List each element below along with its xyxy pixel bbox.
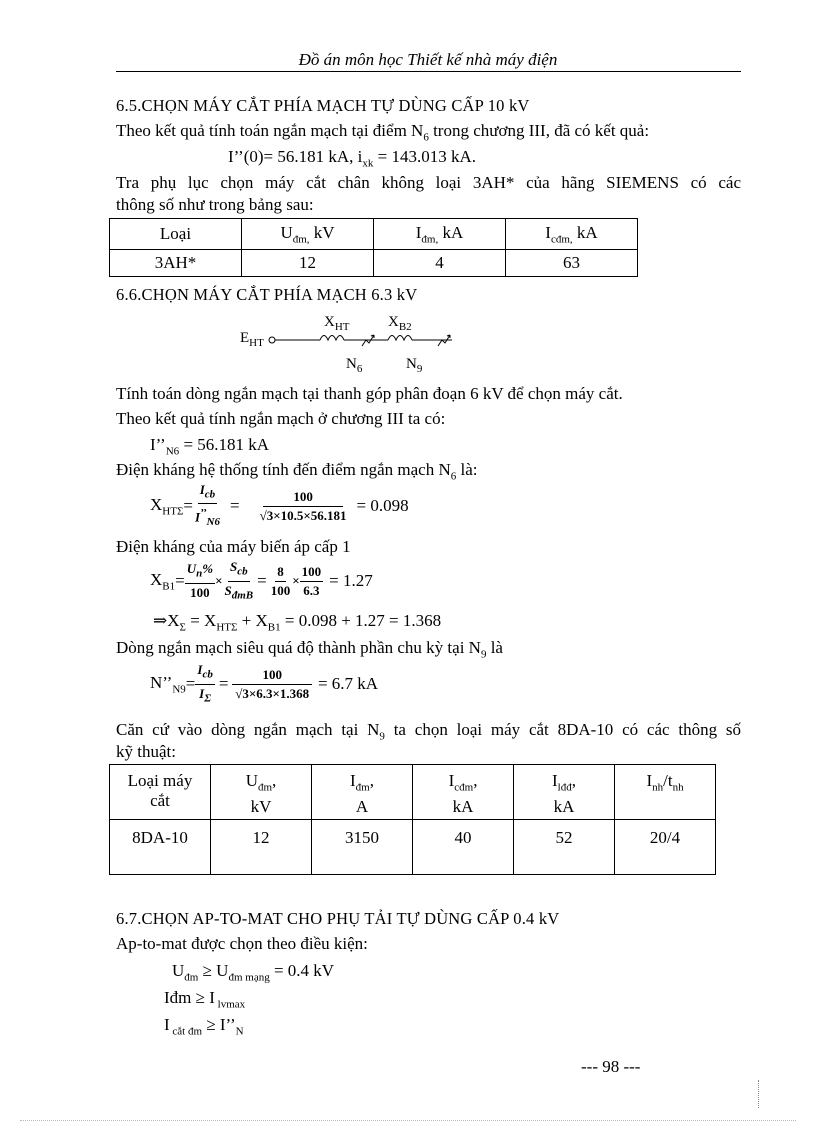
col-icdm: $I_{cđm,}$ kA [506,219,638,250]
col-idm: $I_{đm,}$ kA [374,219,506,250]
xht-label: $X_{HT}$ [324,314,350,333]
cell-type: 3AH* [110,250,242,277]
equation-xb1: $X_{B1}$ = $\frac{U_n\%}{100}$ × $\frac{S_{cb}}{S_{đmB}}$ = $\frac{8}{100}$ × $\frac{100}{6.3}$ = 1.27 [150,560,373,602]
s66-line4: Điện kháng hệ thống tính đến điểm ngắn mạch $N_6$ là: [116,460,478,483]
cell-icdm: 63 [506,250,638,277]
fraction-100-root: $\frac{100}{√3\times 10.5\times 56.181}$ [259,488,347,523]
cell-idm: 3150 [312,820,413,875]
s66-line8: kỹ thuật: [116,742,176,761]
section-6-5-heading: 6.5.CHỌN MÁY CẮT PHÍA MẠCH TỰ DÙNG CẤP 10 kV [116,96,530,115]
n9-label: $N_9$ [406,356,423,375]
running-header: Đồ án môn học Thiết kế nhà máy điện [298,50,558,69]
fraction-icb-in6: $\frac{I_{cb}}{I^{’’}_{N6}}$ [194,481,220,529]
breaker-8da10-table [109,764,716,875]
fraction-100-6-3: $\frac{100}{6.3}$ [301,563,322,598]
col-icdm: $I_{cđm}$, kA [413,765,514,820]
equation-n9: $N’’_{N9}$ = $\frac{I_{cb}}{I_\Sigma}$ = $\frac{100}{√3\times 6.3\times 1.368}$ = 6.7 kA [150,662,378,706]
s66-line7: Căn cứ vào dòng ngắn mạch tại $N_9$ ta chọn loại máy cắt 8DA-10 có các thông số [116,720,741,743]
s66-line1: Tính toán dòng ngắn mạch tại thanh góp phân đoạn 6 kV để chọn máy cắt. [116,384,623,403]
s65-line1: Theo kết quả tính toán ngắn mạch tại điểm $N_6$ trong chương III, đã có kết quả: [116,121,650,144]
circuit-diagram [238,312,478,378]
n6-label: $N_6$ [346,356,363,375]
right-margin-line [758,1080,759,1108]
cell-inh-tnh: 20/4 [615,820,716,875]
col-idm: $I_{đm}$, A [312,765,413,820]
equation-xht: $X_{HT\Sigma}$ = $\frac{I_{cb}}{I^{’’}_{N6}}$ = $\frac{100}{√3\times 10.5\times 56.181}$ = 0.098 [150,484,409,528]
col-inh-tnh: $I_{nh}/t_{nh}$ [615,765,716,820]
header-rule [116,71,741,72]
col-ildd: $I_{lđđ}$, kA [514,765,615,820]
reactance-xht [320,336,344,341]
s67-cond2: Iđm ≥ I $_{lvmax}$ [164,988,246,1011]
s67-cond3: I $_{cắt đm} \ge I’’_N$ [164,1015,244,1038]
s66-line6: Dòng ngắn mạch siêu quá độ thành phần chu kỳ tại $N_9$ là [116,638,503,661]
cell-icdm: 40 [413,820,514,875]
fraction-scb-sdmb: $\frac{S_{cb}}{S_{đmB}}$ [224,558,254,602]
s66-line5: Điện kháng của máy biến áp cấp 1 [116,537,351,556]
col-loai: Loại [110,219,242,250]
s65-line4: thông số như trong bảng sau: [116,195,314,214]
fraction-un-100: $\frac{U_n\%}{100}$ [186,561,214,600]
section-6-7-heading: 6.7.CHỌN AP-TO-MAT CHO PHỤ TẢI TỰ DÙNG CẤP 0.4 kV [116,909,560,928]
fraction-icb-isum: $\frac{I_{cb}}{I_\Sigma}$ [197,661,213,705]
s66-line3: $I’’_{N6} = 56.181$ kA [150,435,270,458]
cell-udm: 12 [242,250,374,277]
xb2-label: $X_{B2}$ [388,314,412,333]
fraction-100-root-n9: $\frac{100}{√3\times 6.3\times 1.368}$ [232,666,312,703]
cell-udm: 12 [211,820,312,875]
s67-line1: Ap-to-mat được chọn theo điều kiện: [116,934,368,953]
reactance-xb2 [388,336,412,341]
col-loai-may-cat: Loại máy cắt [110,765,211,820]
cell-type: 8DA-10 [110,820,211,875]
col-udm: $U_{đm,}$ kV [242,219,374,250]
cell-ildd: 52 [514,820,615,875]
page-number: --- 98 --- [581,1057,641,1076]
section-6-6-heading: 6.6.CHỌN MÁY CẮT PHÍA MẠCH 6.3 kV [116,285,418,304]
cell-idm: 4 [374,250,506,277]
siemens-3ah-table [109,218,638,277]
s65-line2: I’’(0)= 56.181 kA, $i_{xk} = 143.013$ kA. [228,147,477,170]
s66-line2: Theo kết quả tính ngắn mạch ở chương III ta có: [116,409,446,428]
source-label: $E_{HT}$ [240,330,264,349]
s67-cond1: $U_{đm} \ge U_{đm mạng} = 0.4$ kV [172,961,335,984]
fraction-8-100: $\frac{8}{100}$ [270,563,291,598]
equation-xsum: $\Rightarrow X_\Sigma = X_{HT\Sigma} + X_{B1} = 0.098 + 1.27 = 1.368$ [153,611,442,634]
s65-line3: Tra phụ lục chọn máy cắt chân không loại 3AH* của hãng SIEMENS có các [116,173,741,192]
bottom-margin-line [20,1120,796,1121]
source-node [269,337,275,343]
col-udm: $U_{đm}$, kV [211,765,312,820]
